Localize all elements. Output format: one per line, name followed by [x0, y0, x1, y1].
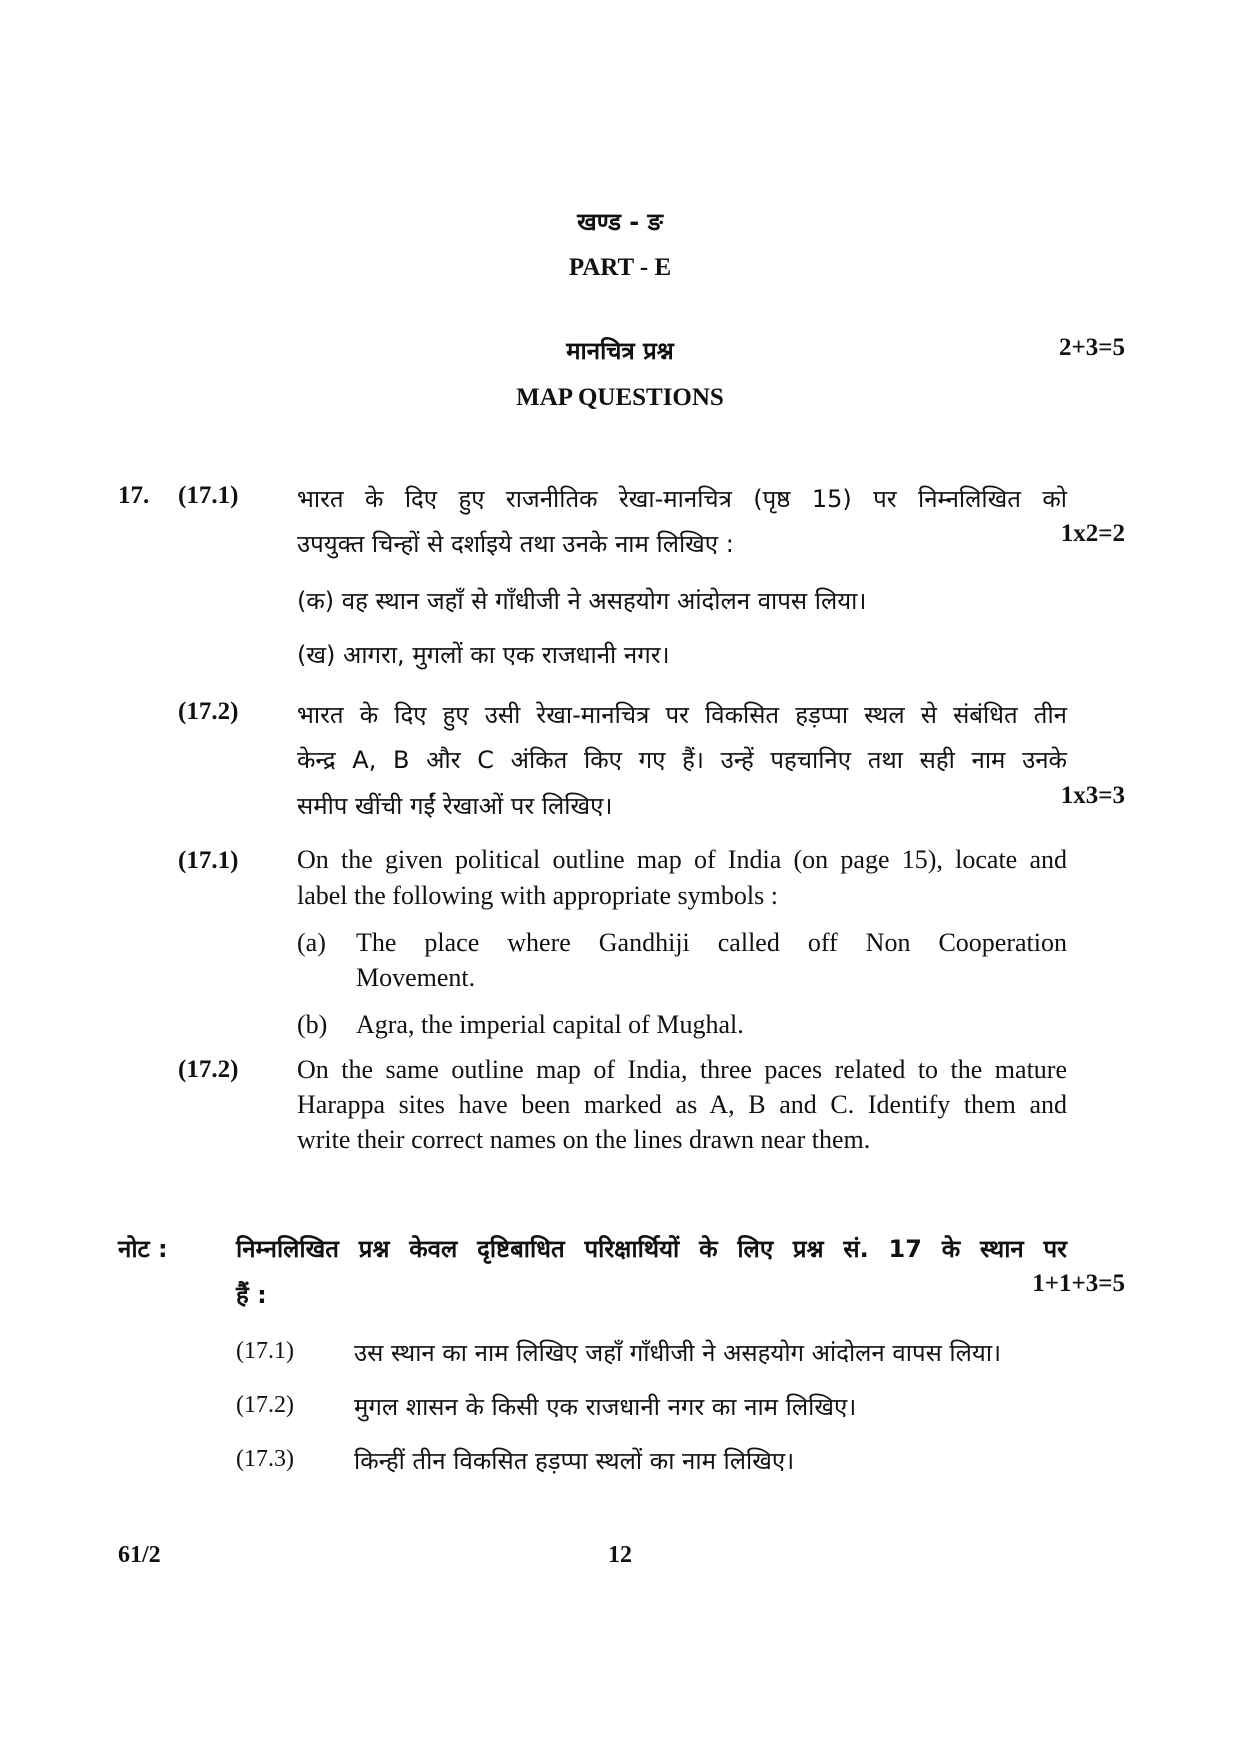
- q17-1-hindi-option-b: (ख) आगरा, मुगलों का एक राजधानी नगर।: [297, 641, 670, 669]
- q17-1-marks: 1x2=2: [1060, 520, 1125, 547]
- q17-2-hindi-line3: समीप खींची गईं रेखाओं पर लिखिए।: [297, 792, 613, 820]
- part-label-17-2-hindi: (17.2): [178, 698, 239, 725]
- note-marks: 1+1+3=5: [1032, 1270, 1125, 1297]
- q17-2-english-line1: On the same outline map of India, three paces related to the mature: [297, 1055, 1067, 1084]
- q17-2-english-line3: write their correct names on the lines drawn near them.: [297, 1125, 871, 1154]
- q17-2-hindi-line2: केन्द्र A, B और C अंकित किए गए हैं। उन्हें पहचानिए तथा सही नाम उनके: [297, 746, 1067, 774]
- q17-1-english-option-a-line2: Movement.: [356, 963, 476, 992]
- page-number: 12: [608, 1542, 632, 1568]
- note-text-line2: हैं :: [236, 1281, 267, 1309]
- q17-1-english-option-a-label: (a): [297, 928, 326, 957]
- q17-2-english-line2: Harappa sites have been marked as A, B and C. Identify them and: [297, 1090, 1067, 1119]
- note-item-text: मुगल शासन के किसी एक राजधानी नगर का नाम लिखिए।: [354, 1393, 857, 1421]
- q17-1-hindi-option-a: (क) वह स्थान जहाँ से गाँधीजी ने असहयोग आंदोलन वापस लिया।: [297, 587, 867, 615]
- paper-code: 61/2: [118, 1542, 161, 1568]
- note-item-label: (17.3): [236, 1446, 294, 1472]
- q17-1-english-line1: On the given political outline map of India (on page 15), locate and: [297, 845, 1067, 874]
- note-item-label: (17.2): [236, 1392, 294, 1418]
- question-number: 17.: [118, 482, 150, 509]
- note-item-text: किन्हीं तीन विकसित हड़प्पा स्थलों का नाम लिखिए।: [354, 1447, 795, 1475]
- part-label-17-1-english: (17.1): [178, 847, 239, 874]
- total-marks: 2+3=5: [1059, 334, 1125, 361]
- q17-1-hindi-line1: भारत के दिए हुए राजनीतिक रेखा-मानचित्र (पृष्ठ 15) पर निम्नलिखित को: [297, 485, 1067, 513]
- q17-1-hindi-line2: उपयुक्त चिन्हों से दर्शाइये तथा उनके नाम लिखिए :: [297, 530, 734, 558]
- q17-1-english-line2: label the following with appropriate symbols :: [297, 881, 778, 910]
- q17-1-english-option-a-line1: The place where Gandhiji called off Non Cooperation: [356, 928, 1067, 957]
- q17-1-english-option-b: Agra, the imperial capital of Mughal.: [356, 1010, 744, 1039]
- part-label-17-2-english: (17.2): [178, 1056, 239, 1083]
- q17-1-english-option-b-label: (b): [297, 1010, 328, 1039]
- note-item-text: उस स्थान का नाम लिखिए जहाँ गाँधीजी ने असहयोग आंदोलन वापस लिया।: [354, 1339, 1002, 1367]
- section-heading-hindi: खण्ड - ङ: [577, 208, 663, 236]
- q17-2-hindi-line1: भारत के दिए हुए उसी रेखा-मानचित्र पर विकसित हड़प्पा स्थल से संबंधित तीन: [297, 701, 1067, 729]
- map-questions-heading-english: MAP QUESTIONS: [516, 384, 724, 411]
- section-heading-english: PART - E: [568, 254, 672, 281]
- map-questions-heading-hindi: मानचित्र प्रश्न: [566, 337, 674, 365]
- q17-2-marks: 1x3=3: [1060, 782, 1125, 809]
- note-label: नोट :: [118, 1235, 168, 1263]
- part-label-17-1-hindi: (17.1): [178, 482, 239, 509]
- note-text-line1: निम्नलिखित प्रश्न केवल दृष्टिबाधित परिक्षार्थियों के लिए प्रश्न सं. 17 के स्थान पर: [236, 1235, 1067, 1263]
- note-item-label: (17.1): [236, 1338, 294, 1364]
